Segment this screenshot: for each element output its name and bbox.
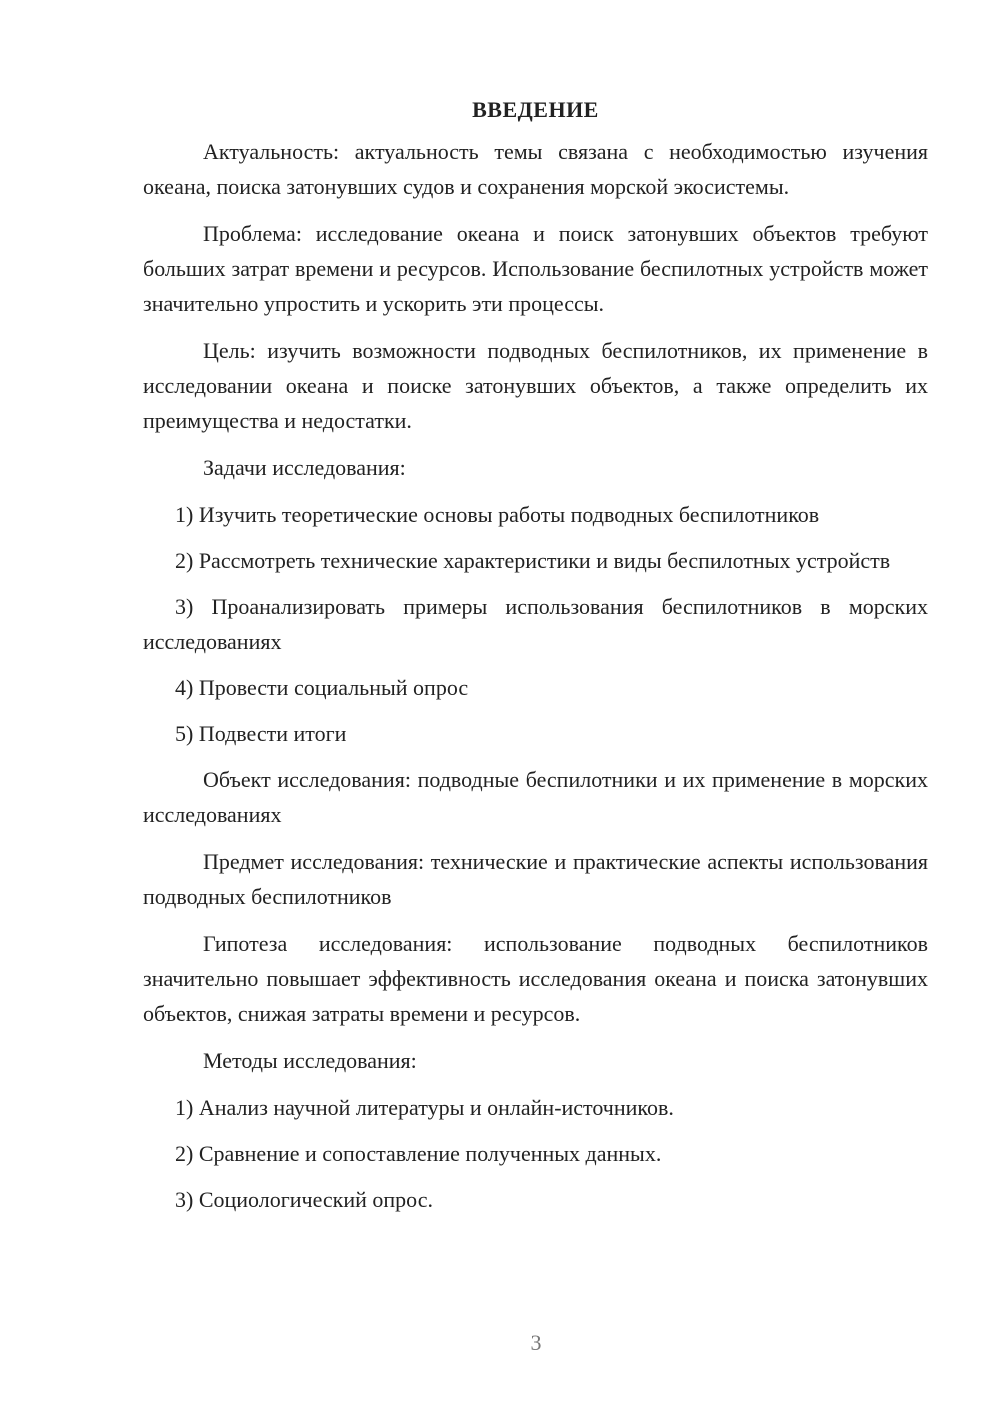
document-page <box>143 92 928 1228</box>
relevance-paragraph: Актуальность: актуальность темы связана с необходимостью изучения океана, поиска затонувших судов и сохранения морской экосистемы. <box>143 139 928 199</box>
hypothesis-paragraph: Гипотеза исследования: использование подводных беспилотников значительно повышает эффективность исследования океана и поиска затонувших объектов, снижая затраты времени и ресурсов. <box>143 931 928 1026</box>
problem-paragraph: Проблема: исследование океана и поиск затонувших объектов требуют больших затрат времени и ресурсов. Использование беспилотных устройств может значительно упростить и ускорить эти процессы. <box>143 221 928 316</box>
page-title: ВВЕДЕНИЕ <box>472 97 599 122</box>
method-item-1: 1) Анализ научной литературы и онлайн-источников. <box>175 1095 674 1120</box>
subject-paragraph: Предмет исследования: технические и практические аспекты использования подводных беспилотников <box>143 849 928 909</box>
task-item-4: 4) Провести социальный опрос <box>175 675 469 700</box>
task-item-1: 1) Изучить теоретические основы работы подводных беспилотников <box>175 502 820 527</box>
page-number: 3 <box>530 1330 542 1355</box>
methods-title: Методы исследования: <box>203 1048 417 1073</box>
goal-paragraph: Цель: изучить возможности подводных беспилотников, их применение в исследовании океана и поиске затонувших объектов, а также определить их преимущества и недостатки. <box>143 338 928 433</box>
method-item-2: 2) Сравнение и сопоставление полученных данных. <box>175 1141 662 1166</box>
task-item-3: 3) Проанализировать примеры использования беспилотников в морских исследованиях <box>143 594 928 654</box>
task-item-5: 5) Подвести итоги <box>175 721 347 746</box>
method-item-3: 3) Социологический опрос. <box>175 1187 433 1212</box>
object-paragraph: Объект исследования: подводные беспилотники и их применение в морских исследованиях <box>143 767 928 827</box>
tasks-title: Задачи исследования: <box>203 455 406 480</box>
task-item-2: 2) Рассмотреть технические характеристики и виды беспилотных устройств <box>175 548 891 573</box>
